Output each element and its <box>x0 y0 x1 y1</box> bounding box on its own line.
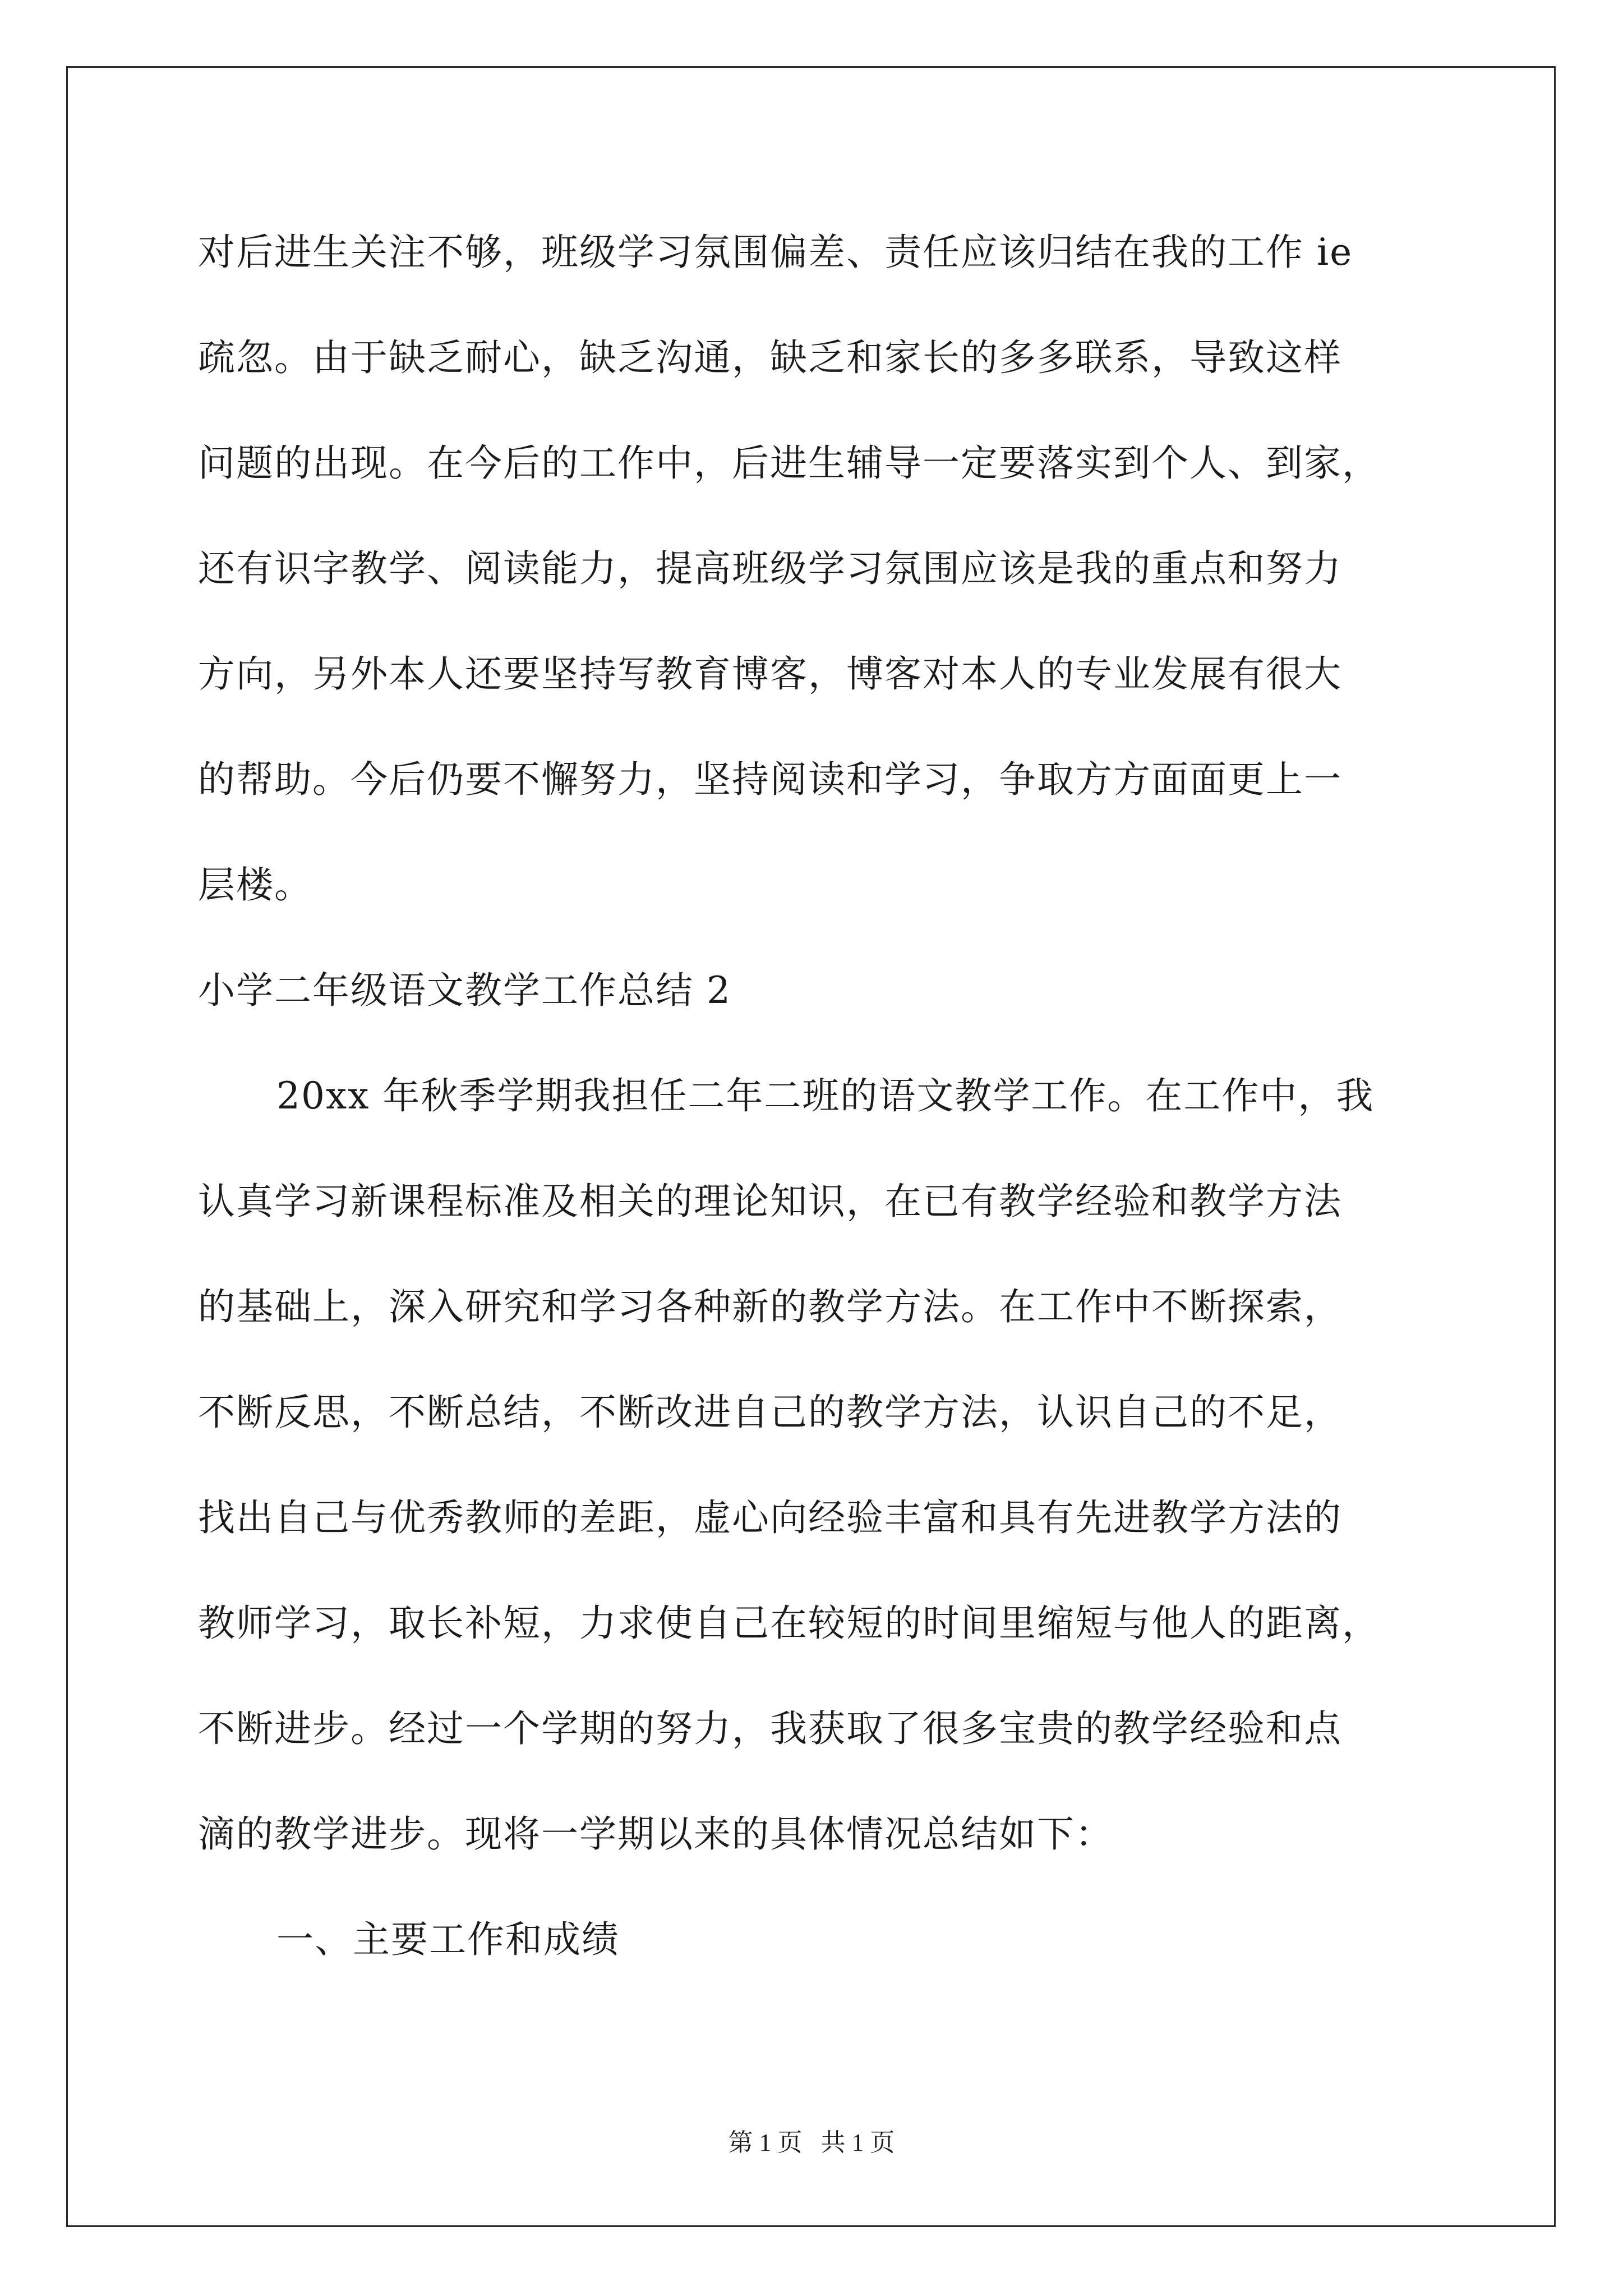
paragraph-line-7: 层楼。 <box>198 863 312 907</box>
subsection-heading: 一、主要工作和成绩 <box>276 1918 620 1961</box>
document-body <box>198 219 1454 2012</box>
paragraph-line-12: 不断反思，不断总结，不断改进自己的教学方法，认识自己的不足， <box>198 1391 1342 1434</box>
paragraph-line-5: 方向，另外本人还要坚持写教育博客，博客对本人的专业发展有很大 <box>198 652 1342 696</box>
paragraph-line-16: 滴的教学进步。现将一学期以来的具体情况总结如下： <box>198 1812 1113 1856</box>
section-title: 小学二年级语文教学工作总结 2 <box>198 969 731 1012</box>
paragraph-line-3: 问题的出现。在今后的工作中，后进生辅导一定要落实到个人、到家， <box>198 441 1380 485</box>
paragraph-line-13: 找出自己与优秀教师的差距，虚心向经验丰富和具有先进教学方法的 <box>198 1496 1342 1539</box>
paragraph-line-11: 的基础上，深入研究和学习各种新的教学方法。在工作中不断探索， <box>198 1285 1342 1328</box>
paragraph-line-14: 教师学习，取长补短，力求使自己在较短的时间里缩短与他人的距离， <box>198 1602 1380 1645</box>
page-footer: 第 1 页 共 1 页 <box>728 2129 895 2156</box>
paragraph-line-1: 对后进生关注不够，班级学习氛围偏差、责任应该归结在我的工作 ie <box>198 231 1353 274</box>
paragraph-line-10: 认真学习新课程标准及相关的理论知识，在已有教学经验和教学方法 <box>198 1180 1342 1223</box>
paragraph-line-15: 不断进步。经过一个学期的努力，我获取了很多宝贵的教学经验和点 <box>198 1707 1342 1750</box>
paragraph-line-9: 20xx 年秋季学期我担任二年二班的语文教学工作。在工作中，我 <box>276 1074 1375 1117</box>
paragraph-line-2: 疏忽。由于缺乏耐心，缺乏沟通，缺乏和家长的多多联系，导致这样 <box>198 336 1342 379</box>
paragraph-line-6: 的帮助。今后仍要不懈努力，坚持阅读和学习，争取方方面面更上一 <box>198 758 1342 801</box>
paragraph-line-4: 还有识字教学、阅读能力，提高班级学习氛围应该是我的重点和努力 <box>198 547 1342 590</box>
